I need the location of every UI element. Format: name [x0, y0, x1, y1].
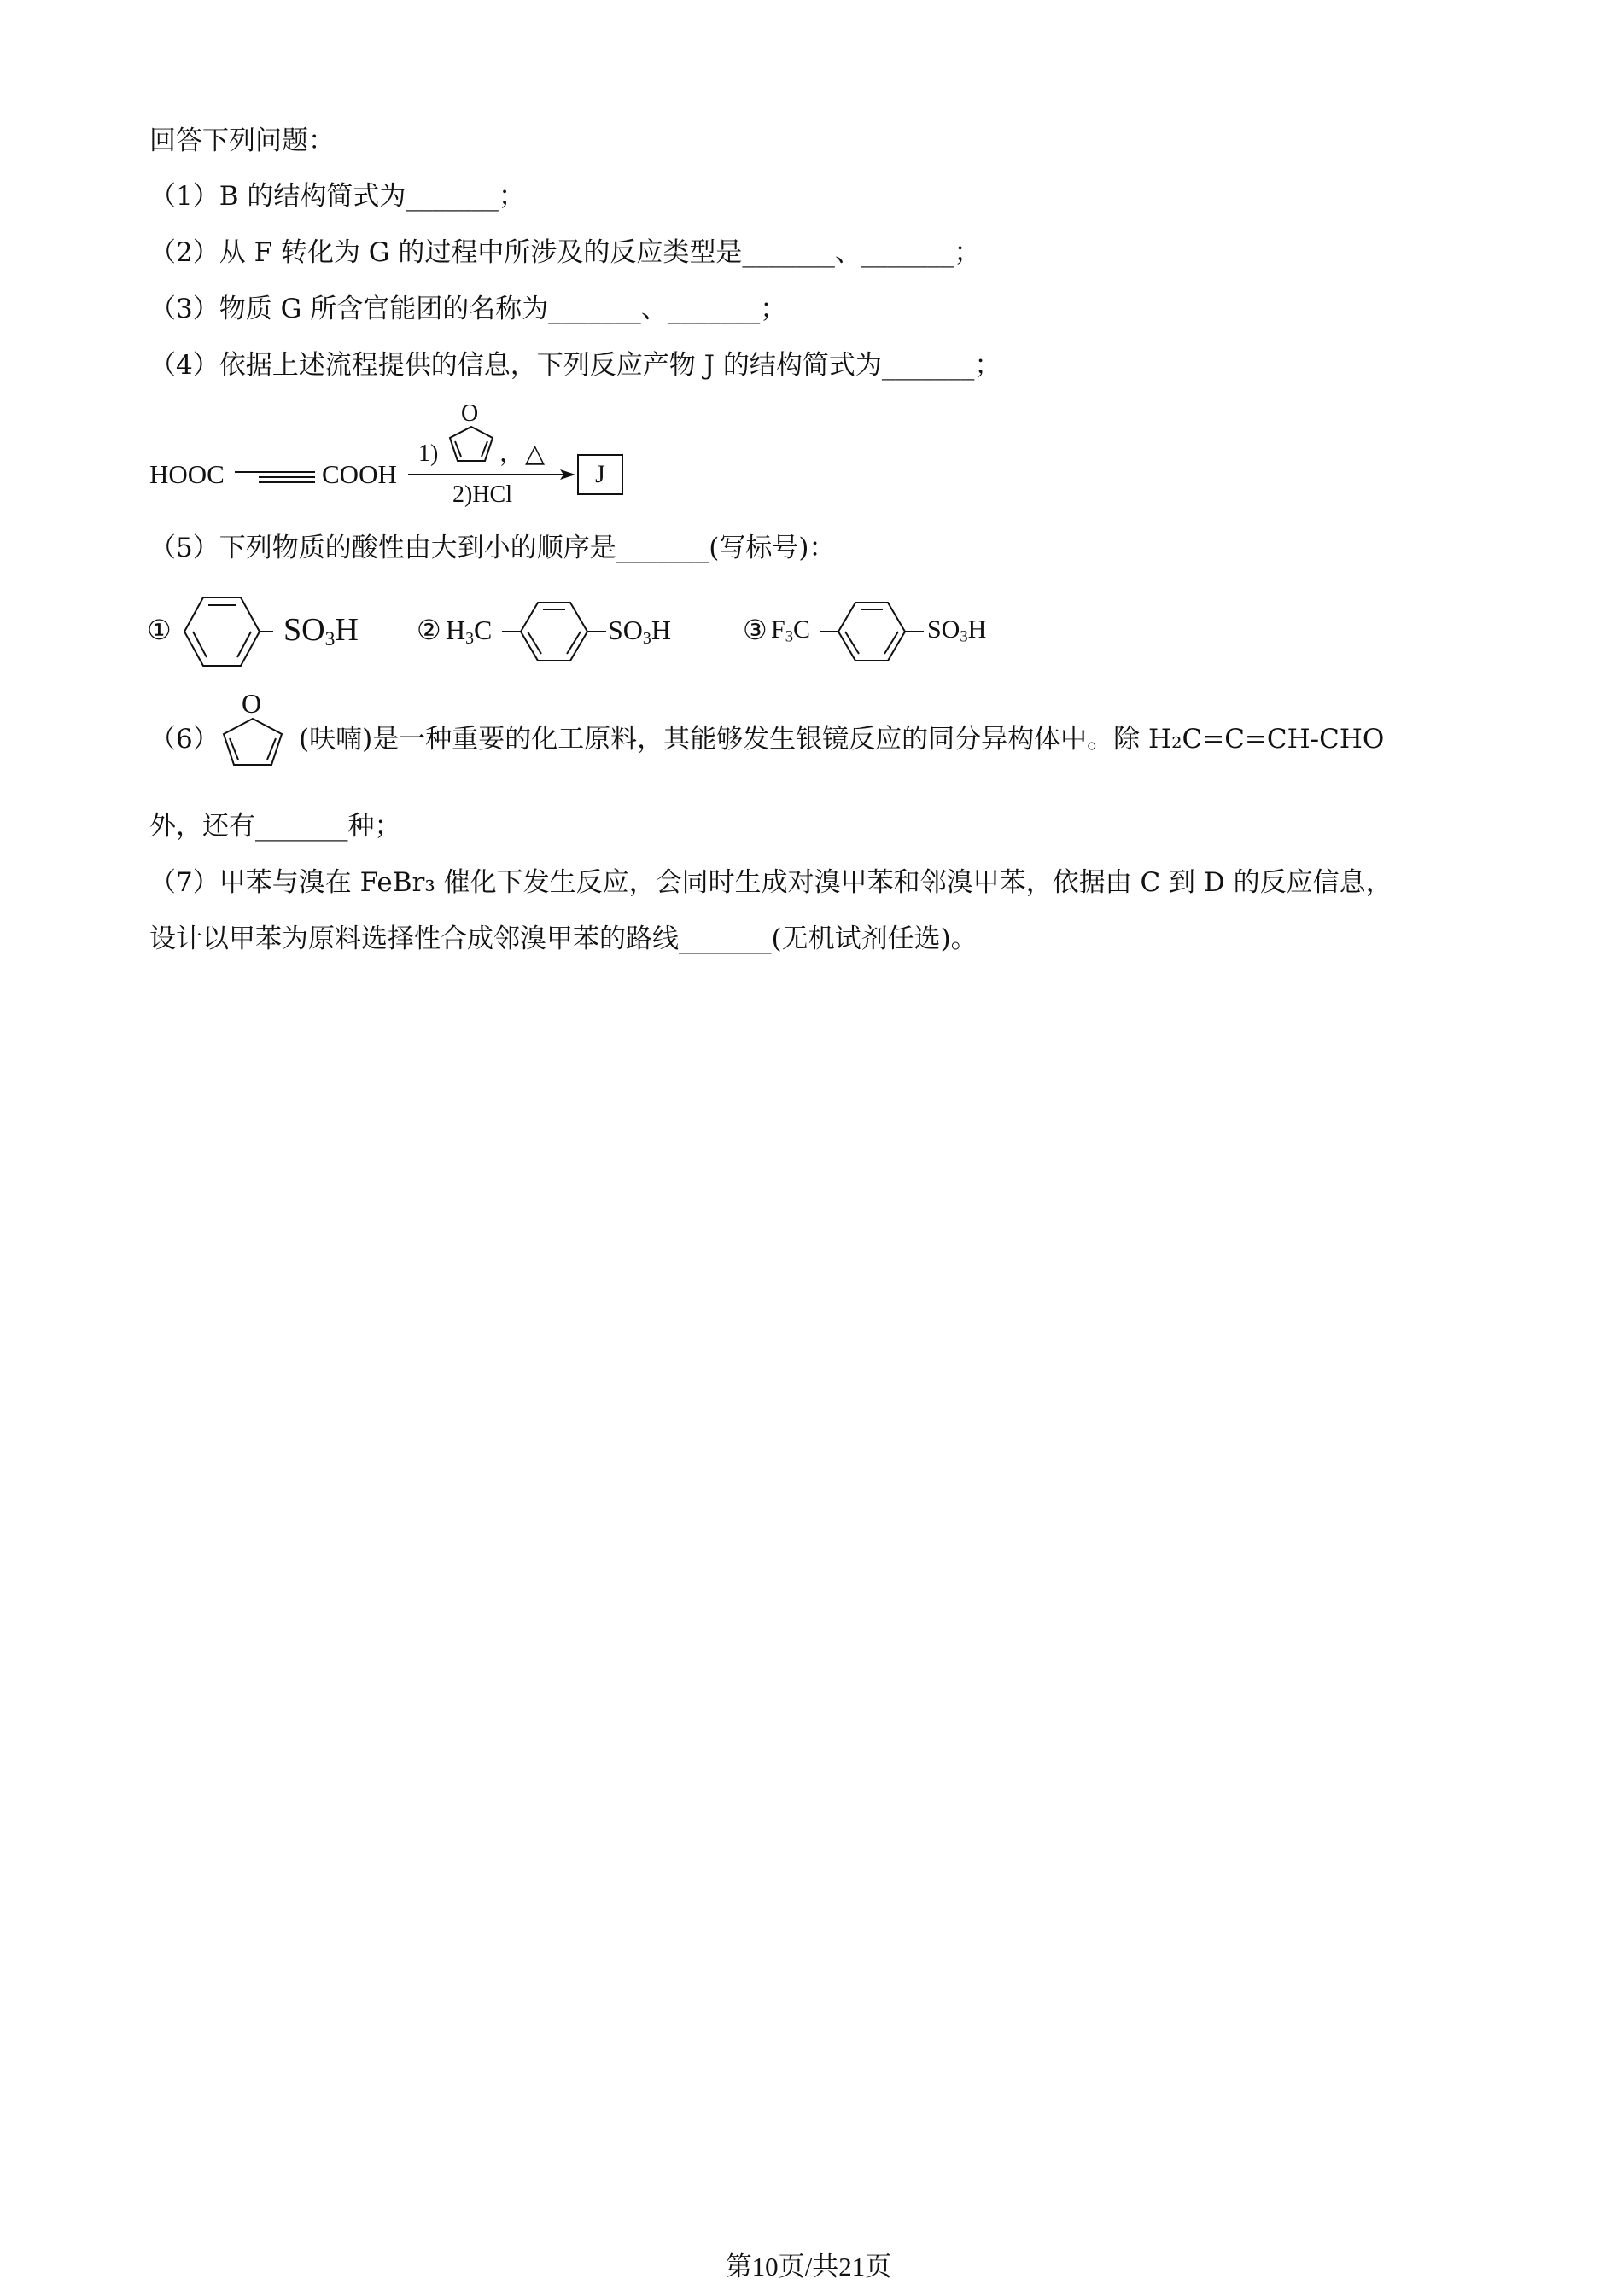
question-1: （1）B 的结构简式为_______； [149, 181, 525, 212]
q6-furan-oxygen: O [242, 688, 262, 719]
question-7-line-1: （7）甲苯与溴在 FeBr₃ 催化下发生反应，会同时生成对溴甲苯和邻溴甲苯，依据由 C 到 D 的反应信息， [149, 867, 1392, 898]
acid-2-methyl: $H_3C$ [446, 615, 493, 648]
question-2: （2）从 F 转化为 G 的过程中所涉及的反应类型是_______、_______； [149, 237, 981, 268]
question-6-text: (呋喃)是一种重要的化工原料，其能够发生银镜反应的同分异构体中。除 H₂C=C=CH-CHO [299, 724, 1385, 755]
reagent-comma: ， [499, 440, 524, 467]
acid-3-label: ③ [743, 615, 768, 645]
question-7-line-2: 设计以甲苯为原料选择性合成邻溴甲苯的路线_______(无机试剂任选)。 [149, 924, 978, 954]
reactant-hooc: HOOC [149, 459, 225, 489]
heat-symbol: △ [525, 440, 546, 468]
question-5: （5）下列物质的酸性由大到小的顺序是_______(写标号)： [149, 533, 836, 563]
product-box [577, 454, 623, 495]
question-4: （4）依据上述流程提供的信息，下列反应产物 J 的结构简式为_______； [149, 350, 1001, 381]
furan-oxygen: O [461, 400, 479, 427]
step-1-label: 1) [418, 440, 439, 467]
question-6-number: （6） [149, 724, 219, 755]
intro-text: 回答下列问题： [149, 125, 335, 156]
question-3: （3）物质 G 所含官能团的名称为_______、_______； [149, 294, 787, 324]
step-2-label: 2)HCl [452, 481, 512, 508]
acid-3-trifluoromethyl: $F_3C$ [771, 615, 810, 646]
product-j: J [595, 460, 605, 488]
reactant-cooh: COOH [322, 459, 397, 489]
acid-2-label: ② [417, 615, 441, 645]
triple-bond [233, 468, 318, 485]
acid-1-label: ① [147, 615, 172, 645]
benzene-ring-icon [178, 594, 271, 669]
acid-3-sulfonic: $SO_3H$ [927, 615, 987, 646]
furan-icon [220, 715, 289, 770]
acid-1-sulfonic: $SO_3H$ [283, 612, 359, 650]
acid-2-sulfonic: $SO_3H$ [608, 615, 671, 648]
furan-icon [446, 422, 497, 465]
question-6-continuation: 外，还有_______种； [149, 811, 401, 842]
page-footer: 第10页/共21页 [725, 2252, 892, 2281]
